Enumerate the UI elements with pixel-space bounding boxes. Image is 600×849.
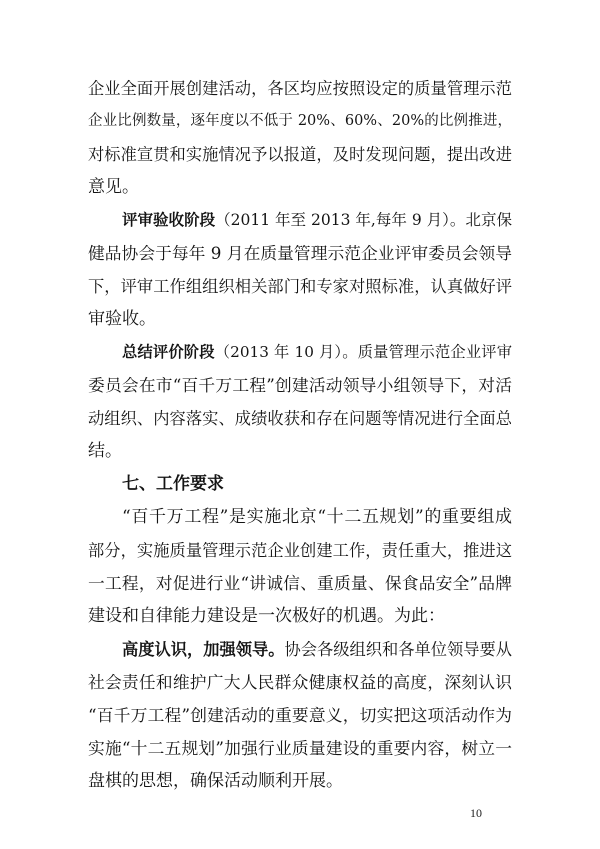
paragraph-first-line [88,336,512,369]
paragraph-line: 部分，实施质量管理示范企业创建工作，责任重大，推进这 [88,541,512,560]
paragraph-line: 下，评审工作组组织相关部门和专家对照标准，认真做好评 [88,277,512,296]
paragraph-text: 协会各级组织和各单位领导要从 [284,640,512,659]
paragraph-line: 实施“十二五规划”加强行业质量建设的重要内容，树立一 [88,738,512,758]
paragraph-line: “百千万工程”创建活动的重要意义，切实把这项活动作为 [88,705,512,725]
paragraph-line: 社会责任和维护广大人民群众健康权益的高度，深刻认识 [88,672,512,692]
paragraph-first-line [88,633,512,666]
paragraph-line: 意见。 [88,177,139,197]
paragraph-line: 企业比例数量，逐年度以不低于 20%、60%、20%的比例推进， [88,113,512,129]
paragraph-text: （2011 年至 2013 年,每年 9 月）。北京保 [215,211,512,229]
page-number: 10 [470,806,482,820]
requirement-heading: 高度认识，加强领导。 [122,640,285,659]
paragraph-line: 一工程，对促进行业“讲诚信、重质量、保食品安全”品牌 [88,573,512,593]
stage-heading-review: 评审验收阶段 [122,211,216,229]
paragraph-first-line: “百千万工程”是实施北京“十二五规划”的重要组成 [122,507,512,527]
stage-heading-summary: 总结评价阶段 [122,343,215,361]
paragraph-line: 建设和自律能力建设是一次极好的机遇。为此： [88,606,445,626]
paragraph-line: 健品协会于每年 9 月在质量管理示范企业评审委员会领导 [88,243,512,263]
paragraph-line: 企业全面开展创建活动，各区均应按照设定的质量管理示范 [88,79,512,98]
paragraph-line: 对标准宣贯和实施情况予以报道，及时发现问题，提出改进 [88,145,512,164]
paragraph-line: 盘棋的思想，确保活动顺利开展。 [88,771,343,791]
paragraph-line: 结。 [88,441,122,461]
body-text [88,72,512,798]
paragraph-line: 审验收。 [88,309,156,329]
paragraph-first-line [88,204,512,237]
section-title: 七、工作要求 [122,474,224,494]
paragraph-line: 委员会在市“百千万工程”创建活动领导小组领导下，对活 [88,375,512,395]
paragraph-line: 动组织、内容落实、成绩收获和存在问题等情况进行全面总 [88,409,512,428]
paragraph-text: （2013 年 10 月）。质量管理示范企业评审 [214,343,512,361]
